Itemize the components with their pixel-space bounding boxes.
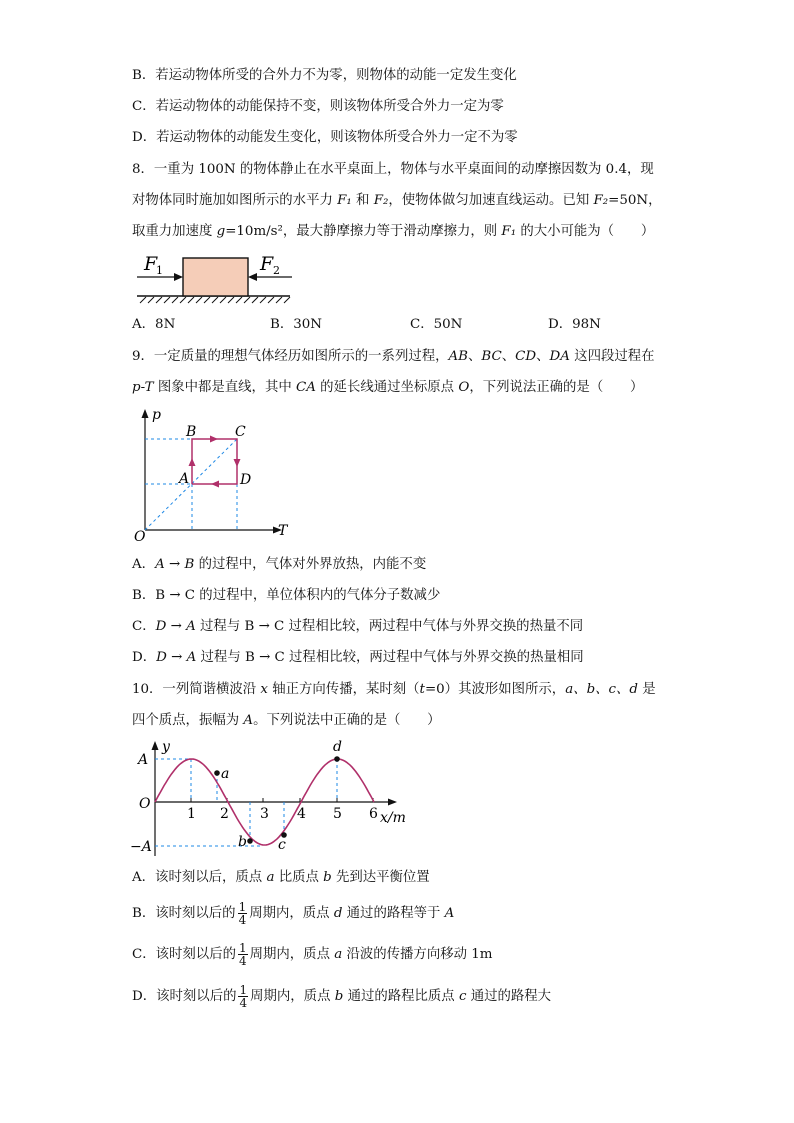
- point-d-label: D: [240, 472, 252, 488]
- q10-wave-diagram: [130, 736, 420, 861]
- q8-option-c: C．50N: [410, 317, 463, 332]
- tick-6: 6: [369, 806, 378, 822]
- q10-option-d: D．该时刻以后的 $\frac{1}{4}$ 周期内，质点 b 通过的路程比质点 c 通过的路程大: [132, 983, 552, 1010]
- tick-2: 2: [220, 806, 229, 822]
- q10-option-c: C．该时刻以后的 $\frac{1}{4}$ 周期内，质点 a 沿波的传播方向移动 1m: [132, 941, 493, 968]
- block: [183, 258, 248, 296]
- q9-stem-line1: 9．一定质量的理想气体经历如图所示的一系列过程，AB、BC、CD、DA 这四段过程在: [132, 349, 655, 364]
- q9-option-c: C．D → A 过程与 B → C 过程相比较，两过程中气体与外界交换的热量不同: [132, 619, 584, 634]
- q8-stem-line1: 8．一重为 100N 的物体静止在水平桌面上，物体与水平桌面间的动摩擦因数为 0.4，现: [132, 162, 654, 177]
- f2-label: F: [260, 253, 274, 275]
- tick-4: 4: [297, 806, 306, 822]
- t-axis-label: T: [278, 523, 288, 539]
- fraction-quarter: $\frac{1}{4}$: [239, 983, 248, 1010]
- q10-stem-line2: 四个质点，振幅为 A。下列说法中正确的是（ ）: [132, 713, 441, 728]
- point-c-label: C: [235, 424, 246, 440]
- point-c-label: c: [278, 837, 286, 853]
- point-d-label: d: [333, 739, 342, 755]
- point-b-label: b: [238, 834, 247, 850]
- tick-5: 5: [333, 806, 342, 822]
- f2-subscript: 2: [273, 264, 280, 277]
- point-a-label: a: [221, 766, 230, 782]
- q8-stem-line3: 取重力加速度 g=10m/s²，最大静摩擦力等于滑动摩擦力，则 F₁ 的大小可能为（ ）: [132, 224, 655, 239]
- tick-1: 1: [187, 806, 196, 822]
- q10-stem-line1: 10．一列简谐横波沿 x 轴正方向传播，某时刻（t=0）其波形如图所示，a、b、c、d 是: [132, 682, 656, 697]
- q7-option-b: B．若运动物体所受的合外力不为零，则物体的动能一定发生变化: [132, 68, 517, 83]
- q8-option-a: A．8N: [132, 317, 176, 332]
- f1-subscript: 1: [156, 264, 163, 277]
- point-b-label: B: [186, 424, 197, 440]
- q10-option-a: A．该时刻以后，质点 a 比质点 b 先到达平衡位置: [132, 870, 430, 885]
- q10-option-b: B．该时刻以后的 $\frac{1}{4}$ 周期内，质点 d 通过的路程等于 A: [132, 900, 455, 927]
- x-axis-label: x/m: [380, 810, 406, 826]
- q8-option-b: B．30N: [270, 317, 322, 332]
- q7-option-c: C．若运动物体的动能保持不变，则该物体所受合外力一定为零: [132, 99, 504, 114]
- tick-3: 3: [260, 806, 269, 822]
- q9-option-a: A．A → B 的过程中，气体对外界放热，内能不变: [132, 557, 427, 572]
- q8-force-diagram: [132, 250, 297, 308]
- q9-pt-diagram: [130, 403, 295, 543]
- point-a-label: A: [179, 471, 190, 487]
- fraction-quarter: $\frac{1}{4}$: [238, 941, 247, 968]
- q9-option-d: D．D → A 过程与 B → C 过程相比较，两过程中气体与外界交换的热量相同: [132, 650, 584, 665]
- f1-label: F: [144, 253, 158, 275]
- q8-option-d: D．98N: [548, 317, 601, 332]
- q8-stem-line2: 对物体同时施加如图所示的水平力 F₁ 和 F₂，使物体做匀加速直线运动。已知 F₂=50N，: [132, 193, 662, 208]
- p-axis-label: p: [152, 407, 161, 423]
- amplitude-label: A: [138, 752, 149, 768]
- origin-label: O: [134, 529, 146, 543]
- y-axis-label: y: [162, 739, 170, 755]
- q9-stem-line2: p-T 图象中都是直线，其中 CA 的延长线通过坐标原点 O，下列说法正确的是（ ）: [132, 380, 644, 395]
- q7-option-d: D．若运动物体的动能发生变化，则该物体所受合外力一定不为零: [132, 130, 518, 145]
- neg-amplitude-label: −A: [130, 839, 152, 855]
- origin-label: O: [139, 796, 151, 812]
- fraction-quarter: $\frac{1}{4}$: [238, 900, 247, 927]
- q9-option-b: B．B → C 的过程中，单位体积内的气体分子数减少: [132, 588, 441, 603]
